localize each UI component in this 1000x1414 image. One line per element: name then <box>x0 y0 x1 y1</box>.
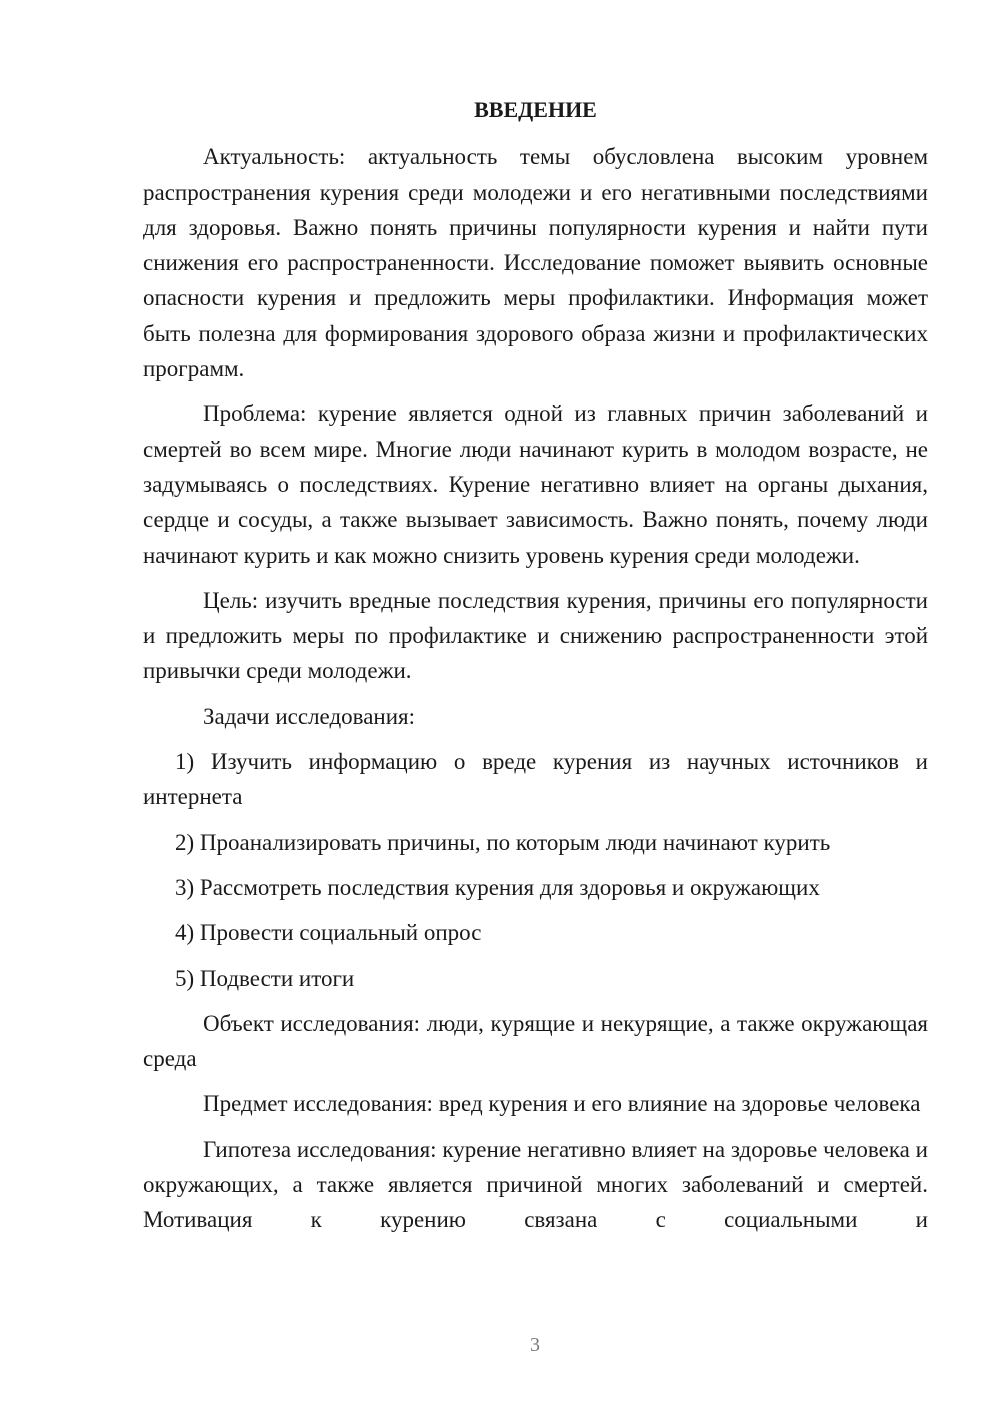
paragraph-subject: Предмет исследования: вред курения и его влияние на здоровье человека <box>203 1091 921 1117</box>
paragraph-tasks-intro: Задачи исследования: <box>203 703 416 729</box>
paragraph-problem: Проблема: курение является одной из главных причин заболеваний и смертей во всем мире. Многие люди начинают курить в молодом возрасте, не задумываясь о последствиях. Курение негативно влияет на органы дыхания, сердце и сосуды, а также вызывает зависимость. Важно понять, почему люди начинают курить и как можно снизить уровень курения среди молодежи. <box>143 401 928 568</box>
section-heading: ВВЕДЕНИЕ <box>474 97 597 122</box>
paragraph-goal: Цель: изучить вредные последствия курения, причины его популярности и предложить меры по профилактике и снижению распространенности этой привычки среди молодежи. <box>143 587 928 684</box>
document-body <box>143 92 928 1238</box>
list-item: 4) Провести социальный опрос <box>175 920 482 946</box>
list-item: 5) Подвести итоги <box>175 965 355 991</box>
list-item: 2) Проанализировать причины, по которым люди начинают курить <box>175 829 831 855</box>
paragraph-object: Объект исследования: люди, курящие и некурящие, а также окружающая среда <box>143 1010 928 1072</box>
paragraph-hypothesis: Гипотеза исследования: курение негативно влияет на здоровье человека и окружающих, а также является причиной многих заболеваний и смертей. Мотивация к курению связана с социальными и <box>143 1136 928 1233</box>
task-list <box>143 744 928 996</box>
page-number: 3 <box>530 1334 540 1356</box>
list-item: 3) Рассмотреть последствия курения для здоровья и окружающих <box>175 874 820 900</box>
paragraph-relevance: Актуальность: актуальность темы обусловлена высоким уровнем распространения курения среди молодежи и его негативными последствиями для здоровья. Важно понять причины популярности курения и найти пути снижения его распространенности. Исследование поможет выявить основные опасности курения и предложить меры профилактики. Информация может быть полезна для формирования здорового образа жизни и профилактических программ. <box>143 144 928 382</box>
list-item: 1) Изучить информацию о вреде курения из научных источников и интернета <box>143 749 928 810</box>
